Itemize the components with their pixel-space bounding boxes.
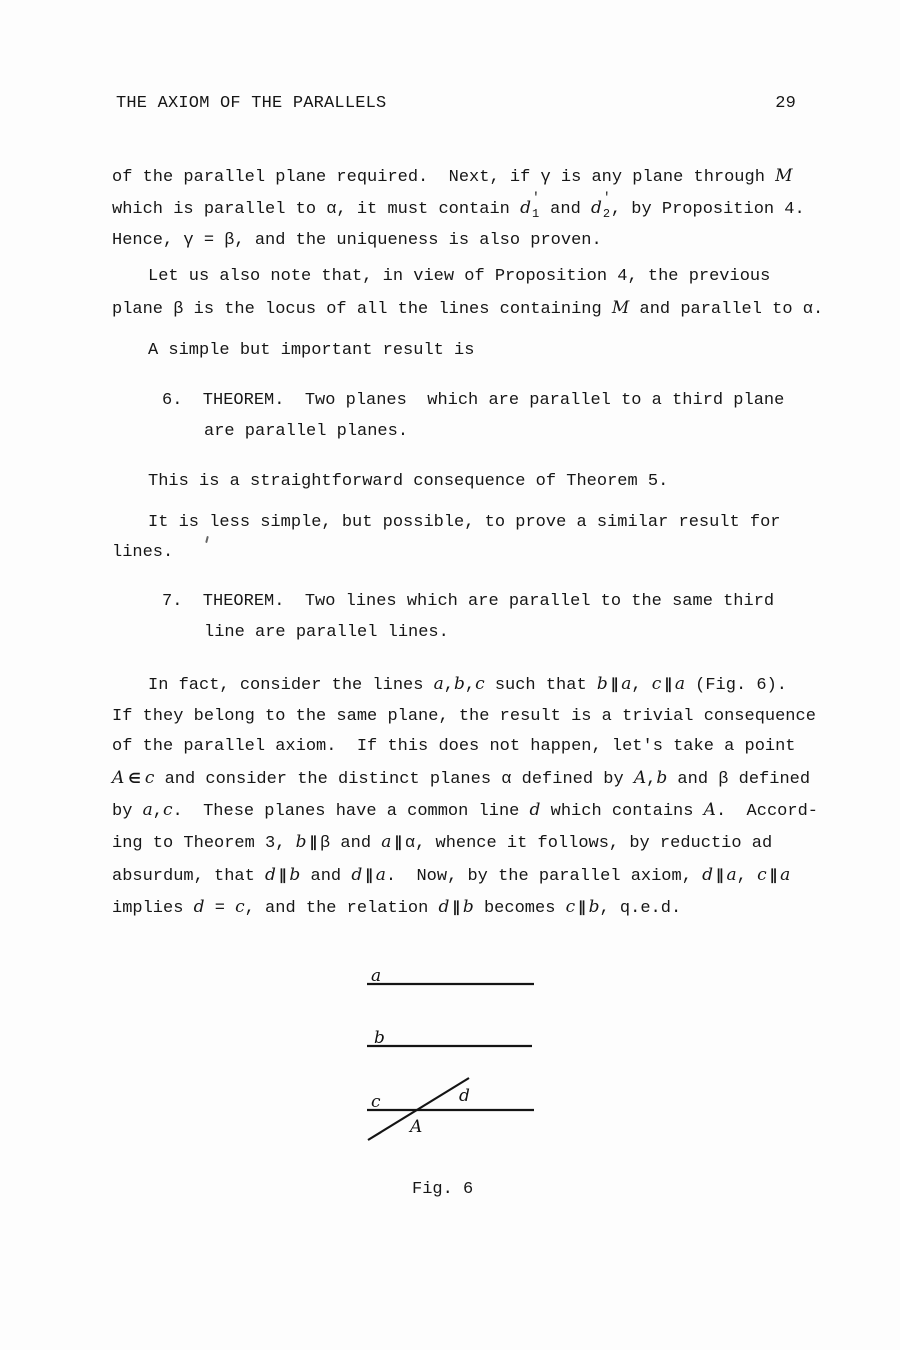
text-line: absurdum, that d ∥ b and d ∥ a. Now, by the parallel axiom, d ∥ a, c ∥ a: [112, 864, 791, 886]
paragraph: [112, 161, 842, 256]
d-prime-subscript: d ′ 1: [520, 190, 540, 222]
line-c-label: c: [371, 1092, 381, 1112]
paragraph: [112, 467, 842, 497]
line-d-label: d: [459, 1086, 470, 1106]
text-line: ing to Theorem 3, b ∥ β and a ∥ α, whence it follows, by reductio ad: [112, 832, 773, 854]
theorem-7: [112, 587, 842, 648]
theorem-6: [112, 386, 842, 447]
element-of-symbol: ∈: [128, 770, 141, 787]
page-number: 29: [775, 94, 796, 113]
figure-6: [350, 955, 570, 1155]
text-line: If they belong to the same plane, the result is a trivial consequence: [112, 706, 816, 726]
text-line: of the parallel axiom. If this does not happen, let's take a point: [112, 737, 796, 757]
text-line: line are parallel lines.: [204, 622, 449, 642]
page-header: [116, 94, 796, 113]
text-line: by a,c. These planes have a common line d which contains A. Accord-: [112, 799, 818, 821]
text-line: which is parallel to α, it must contain d ′ 1 and d ′ 2 , by Proposition 4.: [112, 190, 805, 222]
running-header-title: THE AXIOM OF THE PARALLELS: [116, 94, 387, 113]
parallel-symbol: ∥: [309, 833, 318, 852]
parallel-symbol: ∥: [664, 675, 672, 694]
text-line: are parallel planes.: [204, 421, 409, 441]
parallel-symbol: ∥: [610, 675, 619, 694]
text-line: 6. THEOREM. Two planes which are parallel to a third plane: [162, 391, 785, 411]
text-line: of the parallel plane required. Next, if γ is any plane through M: [112, 166, 793, 187]
text-line: Hence, γ = β, and the uniqueness is also proven.: [112, 230, 602, 250]
parallel-symbol: ∥: [394, 833, 402, 852]
text-line: This is a straightforward consequence of Theorem 5.: [148, 472, 669, 492]
text-line: A ∈ c and consider the distinct planes α defined by A,b and β defined: [112, 767, 811, 789]
page-body: [112, 161, 842, 925]
paragraph: [112, 508, 842, 569]
paragraph: [112, 336, 842, 366]
figure-caption: Fig. 6: [412, 1180, 474, 1199]
parallel-symbol: ∥: [716, 865, 724, 884]
text-line: In fact, consider the lines a,b,c such that b ∥ a, c ∥ a (Fig. 6).: [148, 674, 787, 696]
text-line: lines.: [112, 543, 174, 563]
text-line: implies d = c, and the relation d ∥ b becomes c ∥ b, q.e.d.: [112, 897, 682, 919]
text-line: A simple but important result is: [148, 341, 475, 361]
parallel-symbol: ∥: [578, 898, 586, 917]
parallel-symbol: ∥: [365, 865, 373, 884]
paragraph: [112, 262, 842, 325]
text-line: 7. THEOREM. Two lines which are parallel to the same third: [162, 592, 775, 612]
point-A-label: A: [410, 1117, 423, 1137]
parallel-symbol: ∥: [452, 898, 460, 917]
parallel-symbol: ∥: [278, 865, 287, 884]
d-prime-subscript: d ′ 2: [590, 190, 611, 222]
figure-6-drawing: [350, 955, 570, 1155]
text-line: It is less simple, but possible, to prove a similar result for: [148, 512, 781, 532]
text-line: Let us also note that, in view of Proposition 4, the previous: [148, 267, 771, 287]
line-a-label: a: [371, 966, 382, 986]
paragraph: [112, 669, 842, 924]
line-b-label: b: [374, 1028, 385, 1048]
text-line: plane β is the locus of all the lines containing M and parallel to α.: [112, 297, 824, 319]
parallel-symbol: ∥: [769, 865, 778, 884]
